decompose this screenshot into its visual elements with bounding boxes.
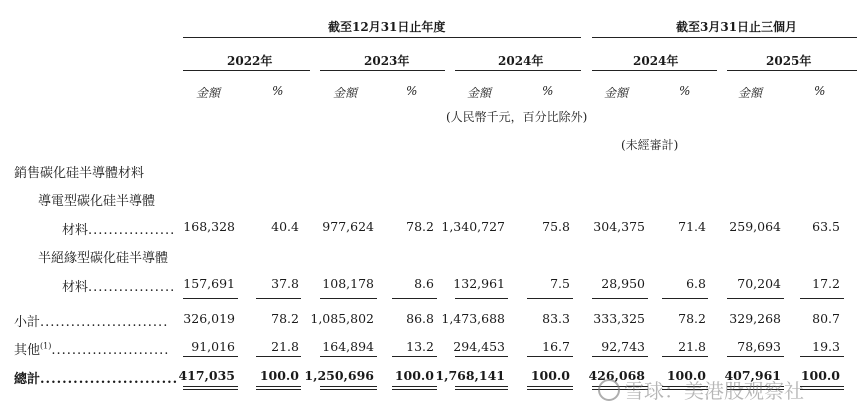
group-rule-quarter: [592, 37, 857, 38]
col-pct: %: [814, 84, 826, 98]
row-label-total: 總計.........................: [14, 372, 179, 387]
cell: 259,064: [729, 219, 781, 234]
year-rule: [183, 70, 310, 71]
cell: 168,328: [183, 219, 235, 234]
row-label-conductive-cont: 材料.................: [62, 223, 176, 238]
cell: 78,693: [737, 339, 781, 354]
cell-total: 1,768,141: [435, 368, 505, 383]
cell: 40.4: [271, 219, 299, 234]
total-rule: [662, 356, 708, 357]
cell-total: 417,035: [178, 368, 235, 383]
cell: 164,894: [322, 339, 374, 354]
cell-total: 426,068: [588, 368, 645, 383]
unaudited-note: (未經審計): [621, 138, 679, 152]
cell: 108,178: [322, 276, 374, 291]
cell: 63.5: [812, 219, 840, 234]
double-rule: [392, 389, 437, 390]
total-rule: [527, 356, 573, 357]
cell: 333,325: [593, 311, 645, 326]
cell: 132,961: [453, 276, 505, 291]
row-label-subtotal: 小計.........................: [14, 315, 169, 330]
row-label-semi-insulating-cont: 材料.................: [62, 280, 176, 295]
subtotal-rule: [527, 298, 573, 299]
total-rule: [800, 356, 844, 357]
col-amount: 金額: [467, 86, 492, 100]
total-rule: [727, 356, 784, 357]
cell-total: 100.0: [800, 368, 840, 383]
subtotal-rule: [320, 298, 377, 299]
col-amount: 金額: [738, 86, 763, 100]
cell: 1,340,727: [441, 219, 505, 234]
col-pct: %: [542, 84, 554, 98]
cell: 304,375: [593, 219, 645, 234]
double-rule: [320, 389, 377, 390]
col-amount: 金額: [604, 86, 629, 100]
subtotal-rule: [662, 298, 708, 299]
unit-note: (人民幣千元，百分比除外): [446, 110, 588, 124]
cell: 21.8: [271, 339, 299, 354]
cell: 6.8: [686, 276, 706, 291]
group-header-year: 截至12月31日止年度: [328, 20, 446, 34]
total-rule: [455, 356, 508, 357]
cell: 91,016: [191, 339, 235, 354]
cell: 17.2: [812, 276, 840, 291]
cell-total: 100.0: [259, 368, 299, 383]
cell: 37.8: [271, 276, 299, 291]
double-rule: [455, 389, 508, 390]
watermark: 雪球：美港股观察社: [598, 375, 804, 404]
cell: 80.7: [812, 311, 840, 326]
year-2022: 2022年: [227, 54, 273, 68]
subtotal-rule: [392, 298, 437, 299]
cell: 13.2: [406, 339, 434, 354]
cell: 8.6: [414, 276, 434, 291]
group-rule-year: [183, 37, 581, 38]
cell: 28,950: [601, 276, 645, 291]
double-rule: [183, 386, 238, 387]
cell-total: 100.0: [666, 368, 706, 383]
subtotal-rule: [256, 298, 301, 299]
double-rule: [256, 386, 301, 387]
year-rule: [455, 70, 581, 71]
cell: 92,743: [601, 339, 645, 354]
cell-total: 1,250,696: [304, 368, 374, 383]
cell: 78.2: [271, 311, 299, 326]
total-rule: [256, 356, 301, 357]
double-rule: [183, 389, 238, 390]
cell: 1,473,688: [441, 311, 505, 326]
cell-total: 100.0: [394, 368, 434, 383]
double-rule: [455, 386, 508, 387]
col-pct: %: [679, 84, 691, 98]
double-rule: [800, 386, 844, 387]
col-amount: 金額: [333, 86, 358, 100]
col-pct: %: [406, 84, 418, 98]
subtotal-rule: [592, 298, 648, 299]
double-rule: [527, 386, 573, 387]
row-label-others: 其他$^{(1)}$.......................: [14, 341, 170, 358]
double-rule: [256, 389, 301, 390]
row-label-semi-insulating: 半絕緣型碳化硅半導體: [38, 251, 169, 266]
cell: 16.7: [542, 339, 570, 354]
subtotal-rule: [455, 298, 508, 299]
cell: 86.8: [406, 311, 434, 326]
double-rule: [527, 389, 573, 390]
double-rule: [392, 386, 437, 387]
cell: 157,691: [183, 276, 235, 291]
year-rule: [320, 70, 445, 71]
cell: 78.2: [678, 311, 706, 326]
subtotal-rule: [800, 298, 844, 299]
year-2024: 2024年: [498, 54, 544, 68]
cell: 71.4: [678, 219, 706, 234]
subtotal-rule: [183, 298, 238, 299]
total-rule: [392, 356, 437, 357]
cell: 7.5: [550, 276, 570, 291]
cell-total: 407,961: [724, 368, 781, 383]
cell: 326,019: [183, 311, 235, 326]
year-rule: [592, 70, 717, 71]
cell: 329,268: [729, 311, 781, 326]
cell: 1,085,802: [310, 311, 374, 326]
year-2025-q1: 2025年: [766, 54, 812, 68]
row-label-sales: 銷售碳化硅半導體材料: [14, 166, 145, 181]
cell-total: 100.0: [530, 368, 570, 383]
year-2024-q1: 2024年: [633, 54, 679, 68]
col-pct: %: [272, 84, 284, 98]
cell: 83.3: [542, 311, 570, 326]
total-rule: [183, 356, 238, 357]
group-header-quarter: 截至3月31日止三個月: [676, 20, 798, 34]
cell: 19.3: [812, 339, 840, 354]
year-rule: [727, 70, 857, 71]
cell: 70,204: [737, 276, 781, 291]
cell: 294,453: [453, 339, 505, 354]
cell: 977,624: [322, 219, 374, 234]
cell: 75.8: [542, 219, 570, 234]
cell: 78.2: [406, 219, 434, 234]
cell: 21.8: [678, 339, 706, 354]
total-rule: [592, 356, 648, 357]
year-2023: 2023年: [364, 54, 410, 68]
double-rule: [800, 389, 844, 390]
total-rule: [320, 356, 377, 357]
col-amount: 金額: [196, 86, 221, 100]
double-rule: [320, 386, 377, 387]
subtotal-rule: [727, 298, 784, 299]
row-label-conductive: 導電型碳化硅半導體: [38, 194, 156, 209]
snowball-logo-icon: [598, 379, 620, 401]
